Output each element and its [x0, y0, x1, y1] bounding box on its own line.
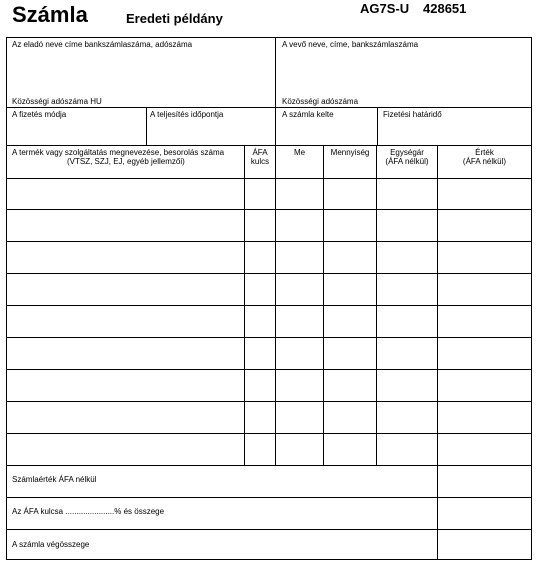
- net-total-field[interactable]: [438, 466, 531, 497]
- item-rows-area[interactable]: [7, 179, 531, 465]
- vat-amount-label: Az ÁFA kulcsa ......................% és összege: [12, 507, 165, 516]
- col-unitprice-header: Egységár (ÁFA nélkül): [385, 148, 429, 166]
- issue-date-label: A számla kelte: [282, 110, 334, 119]
- seller-label: Az eladó neve címe bankszámlaszáma, adószáma: [12, 40, 193, 49]
- vat-amount-field[interactable]: [438, 498, 531, 529]
- grand-total-label: A számla végösszege: [12, 540, 90, 549]
- col-value-header: Érték (ÁFA nélkül): [462, 148, 507, 166]
- copy-type: Eredeti példány: [126, 11, 223, 26]
- buyer-label: A vevő neve, címe, bankszámlaszáma: [282, 40, 419, 49]
- buyer-eu-tax-label: Közösségi adószáma: [282, 97, 359, 106]
- seller-eu-tax-label: Közösségi adószáma HU: [12, 97, 102, 106]
- serial-number: 428651: [423, 1, 467, 16]
- col-unit-header: Me: [293, 148, 306, 157]
- document-title: Számla: [12, 2, 88, 27]
- net-total-label: Számlaérték ÁFA nélkül: [12, 475, 97, 484]
- col-item-header: A termék vagy szolgáltatás megnevezése, besorolás száma (VTSZ, SZJ, EJ, egyéb jellemzői): [12, 148, 225, 166]
- col-vat-header: ÁFA kulcs: [250, 148, 270, 166]
- performance-date-label: A teljesítés időpontja: [150, 110, 224, 119]
- col-qty-header: Mennyiség: [330, 148, 370, 157]
- form-code: AG7S-U: [360, 1, 410, 16]
- payment-method-label: A fizetés módja: [12, 110, 67, 119]
- due-date-label: Fizetési határidő: [383, 110, 442, 119]
- grand-total-field[interactable]: [438, 530, 531, 559]
